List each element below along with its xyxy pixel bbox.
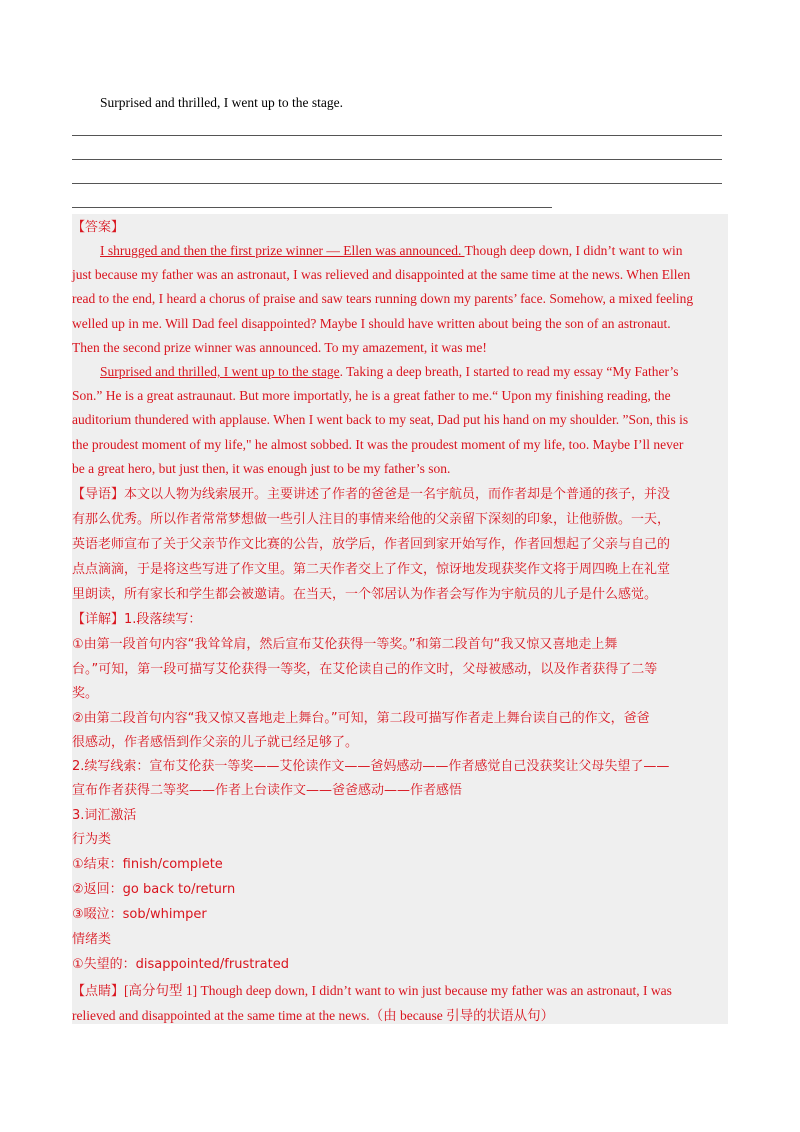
answer-p2-line4: the proudest moment of my life," he almost sobbed. It was the proudest moment of my life, too. Maybe I’ll never <box>72 437 684 452</box>
intro-sentence: Surprised and thrilled, I went up to the stage. <box>100 95 343 110</box>
answer-p2-line5: be a great hero, but just then, it was enough just to be my father’s son. <box>72 461 451 476</box>
answer-p1-line1: I shrugged and then the first prize winner — Ellen was announced. Though deep down, I didn’t want to win <box>100 243 683 258</box>
guide-line4: 点点滴滴，于是将这些写进了作文里。第二天作者交上了作文，惊讶地发现获奖作文将于周四晚上在礼堂 <box>72 562 671 577</box>
vocab-category-emotions: 情绪类 <box>72 932 112 947</box>
detail-clue-line2: 宣布作者获得二等奖——作者上台读作文——爸爸感动——作者感悟 <box>72 783 463 798</box>
answer-p1-line4: welled up in me. Will Dad feel disappointed? Maybe I should have written about being the son of an astronaut. <box>72 316 671 331</box>
writing-line <box>72 159 722 160</box>
detail-c1-line2: 台。”可知，第一段可描写艾伦获得一等奖，在艾伦读自己的作文时，父母被感动，以及作者获得了二等 <box>72 662 658 677</box>
guide-line1: 【导语】本文以人物为线索展开。主要讲述了作者的爸爸是一名宇航员，而作者却是个普通的孩子，并没 <box>72 487 671 502</box>
guide-tag: 【导语】 <box>72 487 125 502</box>
answer-p1-line2: just because my father was an astronaut, I was relieved and disappointed at the same time at the news. When Ellen <box>72 267 691 282</box>
detail-c2-line2: 很感动，作者感悟到作父亲的儿子就已经足够了。 <box>72 735 359 750</box>
continuation-sentence-2: Surprised and thrilled, I went up to the stage <box>100 364 340 379</box>
vocab-category-actions: 行为类 <box>72 832 112 847</box>
detail-c2-line1: ②由第二段首句内容“我又惊又喜地走上舞台。”可知，第二段可描写作者走上舞台读自己的作文，爸爸 <box>72 711 650 726</box>
answer-p1-line5: Then the second prize winner was announced. To my amazement, it was me! <box>72 340 487 355</box>
vocab-item: ①失望的：disappointed/frustrated <box>72 957 289 972</box>
highlight-line2: relieved and disappointed at the same time at the news.（由 because 引导的状语从句） <box>72 1008 555 1023</box>
detail-clue-line1: 2.续写线索：宣布艾伦获一等奖——艾伦读作文——爸妈感动——作者感觉自己没获奖让父母失望了—— <box>72 759 670 774</box>
answer-tag: 【答案】 <box>72 220 125 235</box>
detail-c1-line3: 奖。 <box>72 686 99 701</box>
detail-heading: 【详解】1.段落续写： <box>72 612 202 627</box>
continuation-sentence-1: I shrugged and then the first prize winner — Ellen was announced. <box>100 243 465 258</box>
vocab-item: ②返回：go back to/return <box>72 882 236 897</box>
answer-p2-line1: Surprised and thrilled, I went up to the stage. Taking a deep breath, I started to read my essay “My Father’s <box>100 364 679 379</box>
highlight-line1: 【点睛】[高分句型 1] Though deep down, I didn’t want to win just because my father was an astronaut, I was <box>72 983 672 999</box>
vocab-item: ①结束：finish/complete <box>72 857 223 872</box>
answer-p1-line3: read to the end, I heard a chorus of praise and saw tears running down my parents’ face. Somehow, a mixed feeling <box>72 291 694 306</box>
answer-p2-line2: Son.” He is a great astraunaut. But more importatly, he is a great father to me.“ Upon my finishing reading, the <box>72 388 671 403</box>
guide-line2: 有那么优秀。所以作者常常梦想做一些引人注目的事情来给他的父亲留下深刻的印象，让他骄傲。一天， <box>72 512 671 527</box>
writing-line <box>72 207 552 208</box>
guide-line5: 里朗读，所有家长和学生都会被邀请。在当天，一个邻居认为作者会写作为宇航员的儿子是什么感觉。 <box>72 587 658 602</box>
answer-p2-line3: auditorium thundered with applause. When I went back to my seat, Dad put his hand on my shoulder. ”Son, this is <box>72 412 689 427</box>
detail-tag: 【详解】 <box>72 612 125 627</box>
writing-line <box>72 135 722 136</box>
vocab-item: ③啜泣：sob/whimper <box>72 907 207 922</box>
writing-line <box>72 183 722 184</box>
detail-c1-line1: ①由第一段首句内容“我耸耸肩，然后宣布艾伦获得一等奖。”和第二段首句“我又惊又喜地走上舞 <box>72 637 618 652</box>
guide-line3: 英语老师宣布了关于父亲节作文比赛的公告，放学后，作者回到家开始写作，作者回想起了父亲与自己的 <box>72 537 671 552</box>
highlight-tag: 【点睛】 <box>72 984 125 999</box>
vocab-heading: 3.词汇激活 <box>72 808 137 823</box>
